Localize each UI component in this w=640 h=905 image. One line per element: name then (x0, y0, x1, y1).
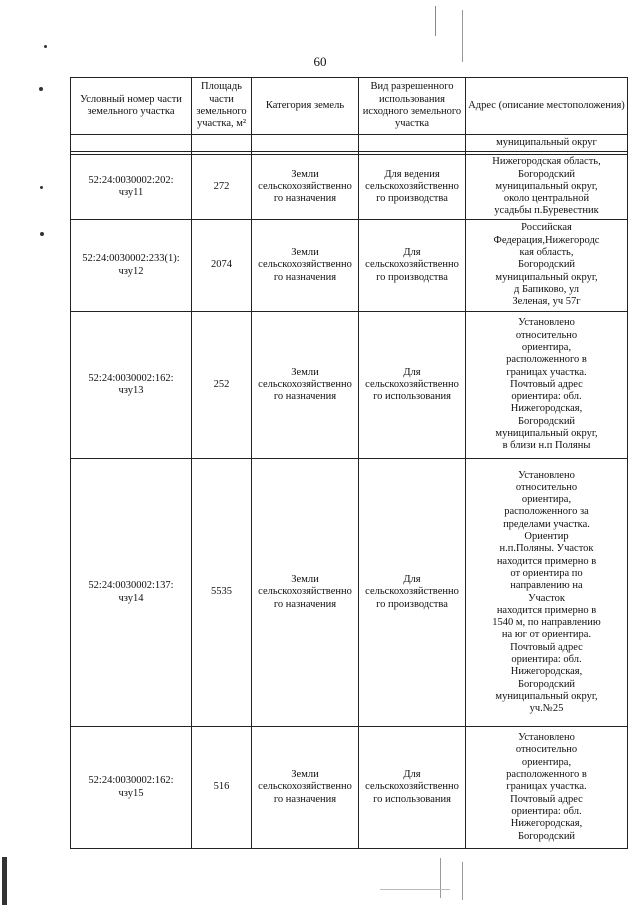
parcel-number: 52:24:0030002:233(1): чзу12 (71, 220, 192, 312)
land-category: Земли сельскохозяйственно го назначения (252, 727, 359, 849)
permitted-use: Для сельскохозяйственно го использования (359, 727, 466, 849)
parcel-area: 252 (192, 312, 252, 459)
permitted-use: Для сельскохозяйственно го производства (359, 459, 466, 727)
continuation-row (71, 135, 628, 152)
header-address: Адрес (описание местоположения) (466, 78, 628, 135)
parcel-area: 516 (192, 727, 252, 849)
permitted-use: Для ведения сельскохозяйственно го производства (359, 155, 466, 220)
scan-edge-mark (440, 858, 441, 898)
land-category: Земли сельскохозяйственно го назначения (252, 312, 359, 459)
parcel-area: 2074 (192, 220, 252, 312)
table-row (71, 459, 628, 727)
continuation-address: муниципальный округ (466, 135, 628, 152)
scan-edge-mark (435, 6, 436, 36)
scan-edge-mark (2, 857, 7, 905)
scan-speck (40, 232, 44, 236)
parcel-number: 52:24:0030002:162: чзу13 (71, 312, 192, 459)
table-row (71, 220, 628, 312)
land-parcels-table (70, 77, 628, 849)
scan-edge-mark (380, 889, 450, 890)
land-category: Земли сельскохозяйственно го назначения (252, 220, 359, 312)
header-parcel-number: Условный номер части земельного участка (71, 78, 192, 135)
header-row (71, 78, 628, 135)
parcel-address: Российская Федерация,Нижегородс кая область, Богородский муниципальный округ, д Бапиково, ул Зеленая, уч 57г (466, 220, 628, 312)
permitted-use: Для сельскохозяйственно го использования (359, 312, 466, 459)
parcel-address: Нижегородская область, Богородский муниципальный округ, около центральной усадьбы п.Буревестник (466, 155, 628, 220)
parcel-address: Установлено относительно ориентира, расположенного в границах участка. Почтовый адрес ориентира: обл. Нижегородская, Богородский (466, 727, 628, 849)
header-permitted-use: Вид разрешенного использования исходного земельного участка (359, 78, 466, 135)
parcel-address: Установлено относительно ориентира, расположенного за пределами участка. Ориентир н.п.Поляны. Участок находится примерно в от ориентира по направлению на Участок находится примерно в 1540 м, по направлению на юг от ориентира. Почтовый адрес ориентира: обл. Нижегородская, Богородский муниципальный округ, уч.№25 (466, 459, 628, 727)
scan-speck (44, 45, 47, 48)
scan-speck (40, 186, 43, 189)
table-row (71, 727, 628, 849)
header-area: Площадь части земельного участка, м² (192, 78, 252, 135)
parcel-area: 272 (192, 155, 252, 220)
land-category: Земли сельскохозяйственно го назначения (252, 155, 359, 220)
parcel-number: 52:24:0030002:162: чзу15 (71, 727, 192, 849)
header-land-category: Категория земель (252, 78, 359, 135)
parcel-address: Установлено относительно ориентира, расположенного в границах участка. Почтовый адрес ориентира: обл. Нижегородская, Богородский муниципальный округ, в близи н.п Поляны (466, 312, 628, 459)
land-category: Земли сельскохозяйственно го назначения (252, 459, 359, 727)
scan-speck (39, 87, 43, 91)
parcel-number: 52:24:0030002:137: чзу14 (71, 459, 192, 727)
table-row (71, 312, 628, 459)
scan-edge-mark (462, 10, 463, 62)
parcel-number: 52:24:0030002:202: чзу11 (71, 155, 192, 220)
parcel-area: 5535 (192, 459, 252, 727)
table-row (71, 155, 628, 220)
permitted-use: Для сельскохозяйственно го производства (359, 220, 466, 312)
page-number: 60 (313, 54, 327, 69)
scan-edge-mark (462, 862, 463, 900)
